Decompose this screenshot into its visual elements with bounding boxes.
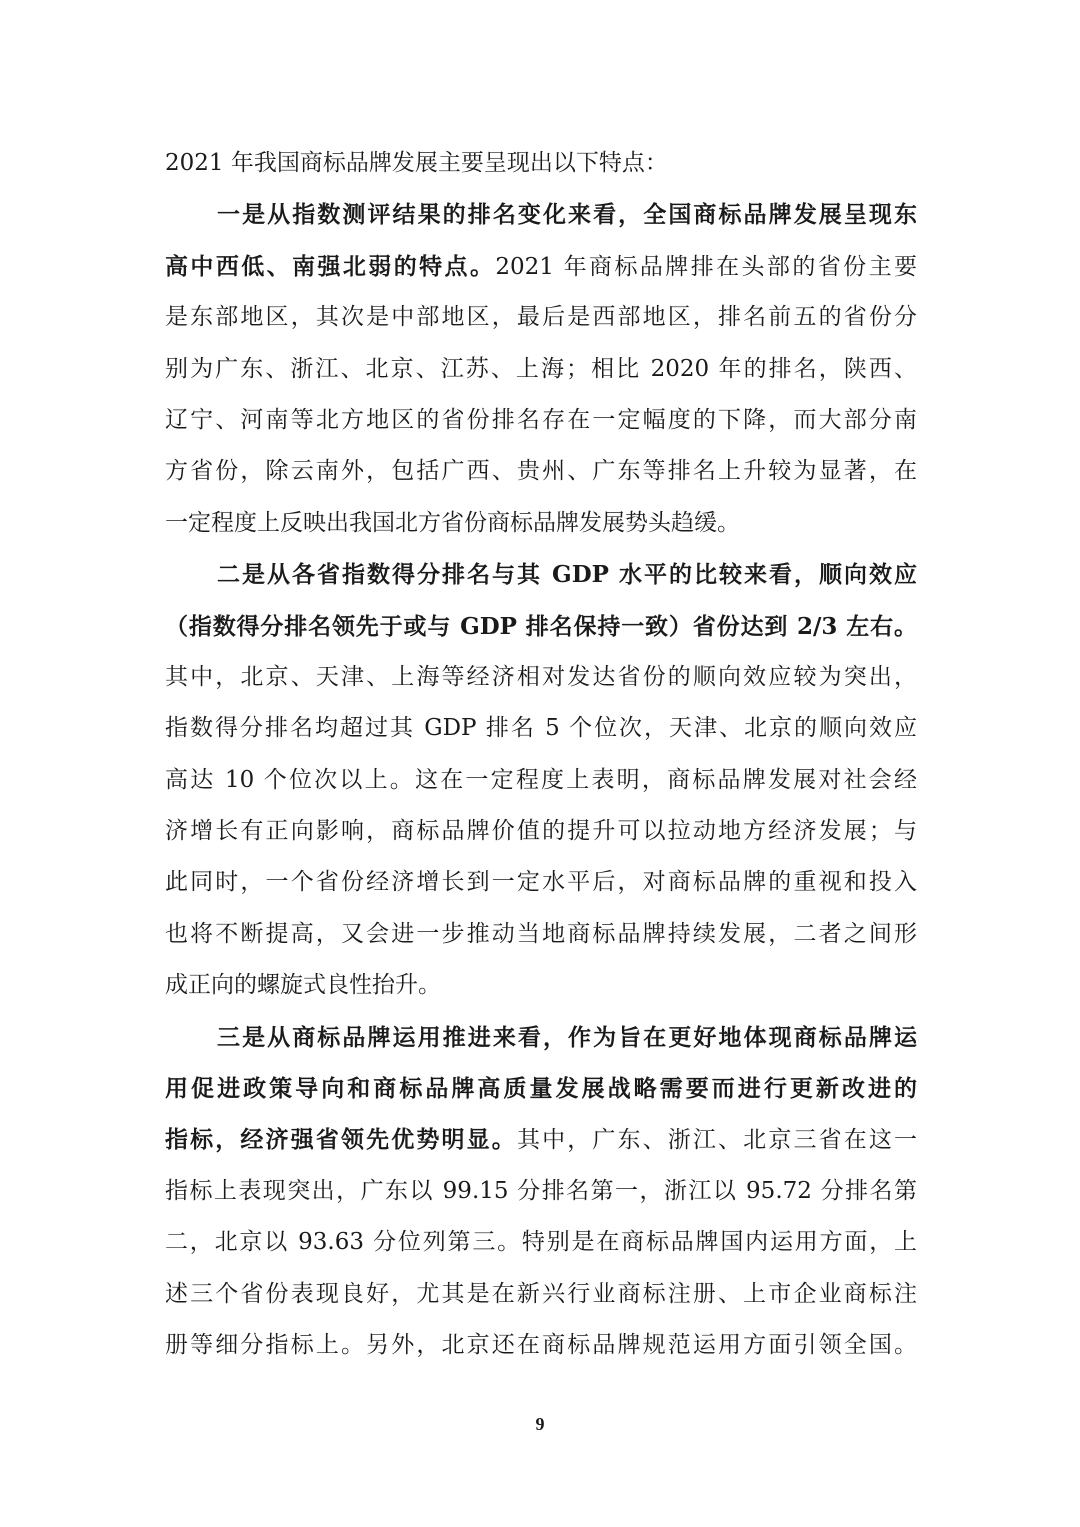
text-segment: 其中，广东、浙江、北京三省在这一 (516, 1127, 918, 1154)
text-segment: 指标上表现突出，广东以 99.15 分排名第一，浙江以 95.72 分排名第 (165, 1177, 917, 1204)
bold-text-segment: 三是从商标品牌运用推进来看，作为旨在更好地体现商标品牌运 (217, 1023, 917, 1051)
text-line (165, 703, 917, 754)
text-segment: 指数得分排名均超过其 GDP 排名 5 个位次，天津、北京的顺向效应 (165, 715, 917, 742)
bold-text-segment: （指数得分排名领先于或与 GDP 排名保持一致）省份达到 2/3 左右。 (165, 612, 917, 640)
text-line (165, 498, 917, 549)
text-line (165, 960, 917, 1011)
text-segment: 是东部地区，其次是中部地区，最后是西部地区，排名前五的省份分 (165, 304, 917, 331)
document-body (165, 138, 917, 1371)
text-segment: 成正向的螺旋式良性抬升。 (165, 972, 441, 999)
text-line (165, 652, 917, 703)
text-line (165, 1114, 917, 1165)
text-line (165, 138, 917, 189)
text-segment: 济增长有正向影响，商标品牌价值的提升可以拉动地方经济发展；与 (165, 818, 917, 845)
text-line (165, 292, 917, 343)
text-segment: 也将不断提高，又会进一步推动当地商标品牌持续发展，二者之间形 (165, 920, 917, 947)
text-segment: 2021 年我国商标品牌发展主要呈现出以下特点： (165, 150, 668, 176)
text-line (165, 601, 917, 652)
bold-text-segment: 用促进政策导向和商标品牌高质量发展战略需要而进行更新改进的 (165, 1075, 917, 1103)
text-line (165, 1217, 917, 1268)
text-segment: 方省份，除云南外，包括广西、贵州、广东等排名上升较为显著，在 (165, 458, 917, 485)
text-line (165, 549, 917, 600)
text-segment: 其中，北京、天津、上海等经济相对发达省份的顺向效应较为突出， (165, 663, 917, 690)
text-line (165, 1063, 917, 1114)
text-line (165, 806, 917, 857)
page-number: 9 (535, 1414, 545, 1434)
text-line (165, 395, 917, 446)
text-line (165, 755, 917, 806)
text-segment: 一定程度上反映出我国北方省份商标品牌发展势头趋缓。 (165, 509, 740, 536)
text-segment: 高达 10 个位次以上。这在一定程度上表明，商标品牌发展对社会经 (165, 766, 917, 793)
text-segment: 述三个省份表现良好，尤其是在新兴行业商标注册、上市企业商标注 (165, 1280, 917, 1307)
text-segment: 此同时，一个省份经济增长到一定水平后，对商标品牌的重视和投入 (165, 869, 917, 896)
text-line (165, 909, 917, 960)
bold-text-segment: 一是从指数测评结果的排名变化来看，全国商标品牌发展呈现东 (217, 201, 917, 229)
text-line (165, 857, 917, 908)
bold-text-segment: 指标，经济强省领先优势明显。 (165, 1126, 517, 1154)
text-line (165, 189, 917, 240)
text-line (165, 1012, 917, 1063)
bold-text-segment: 二是从各省指数得分排名与其 GDP 水平的比较来看，顺向效应 (217, 561, 917, 589)
text-line (165, 1269, 917, 1320)
text-line (165, 446, 917, 497)
text-segment: 2021 年商标品牌排在头部的省份主要 (495, 253, 917, 280)
text-line (165, 344, 917, 395)
text-segment: 别为广东、浙江、北京、江苏、上海；相比 2020 年的排名，陕西、 (165, 355, 917, 382)
text-segment: 册等细分指标上。另外，北京还在商标品牌规范运用方面引领全国。 (165, 1331, 917, 1358)
text-line (165, 1166, 917, 1217)
text-segment: 二，北京以 93.63 分位列第三。特别是在商标品牌国内运用方面，上 (165, 1229, 917, 1256)
bold-text-segment: 高中西低、南强北弱的特点。 (165, 252, 496, 280)
text-line (165, 1320, 917, 1371)
text-segment: 辽宁、河南等北方地区的省份排名存在一定幅度的下降，而大部分南 (165, 406, 917, 433)
text-line (165, 241, 917, 292)
